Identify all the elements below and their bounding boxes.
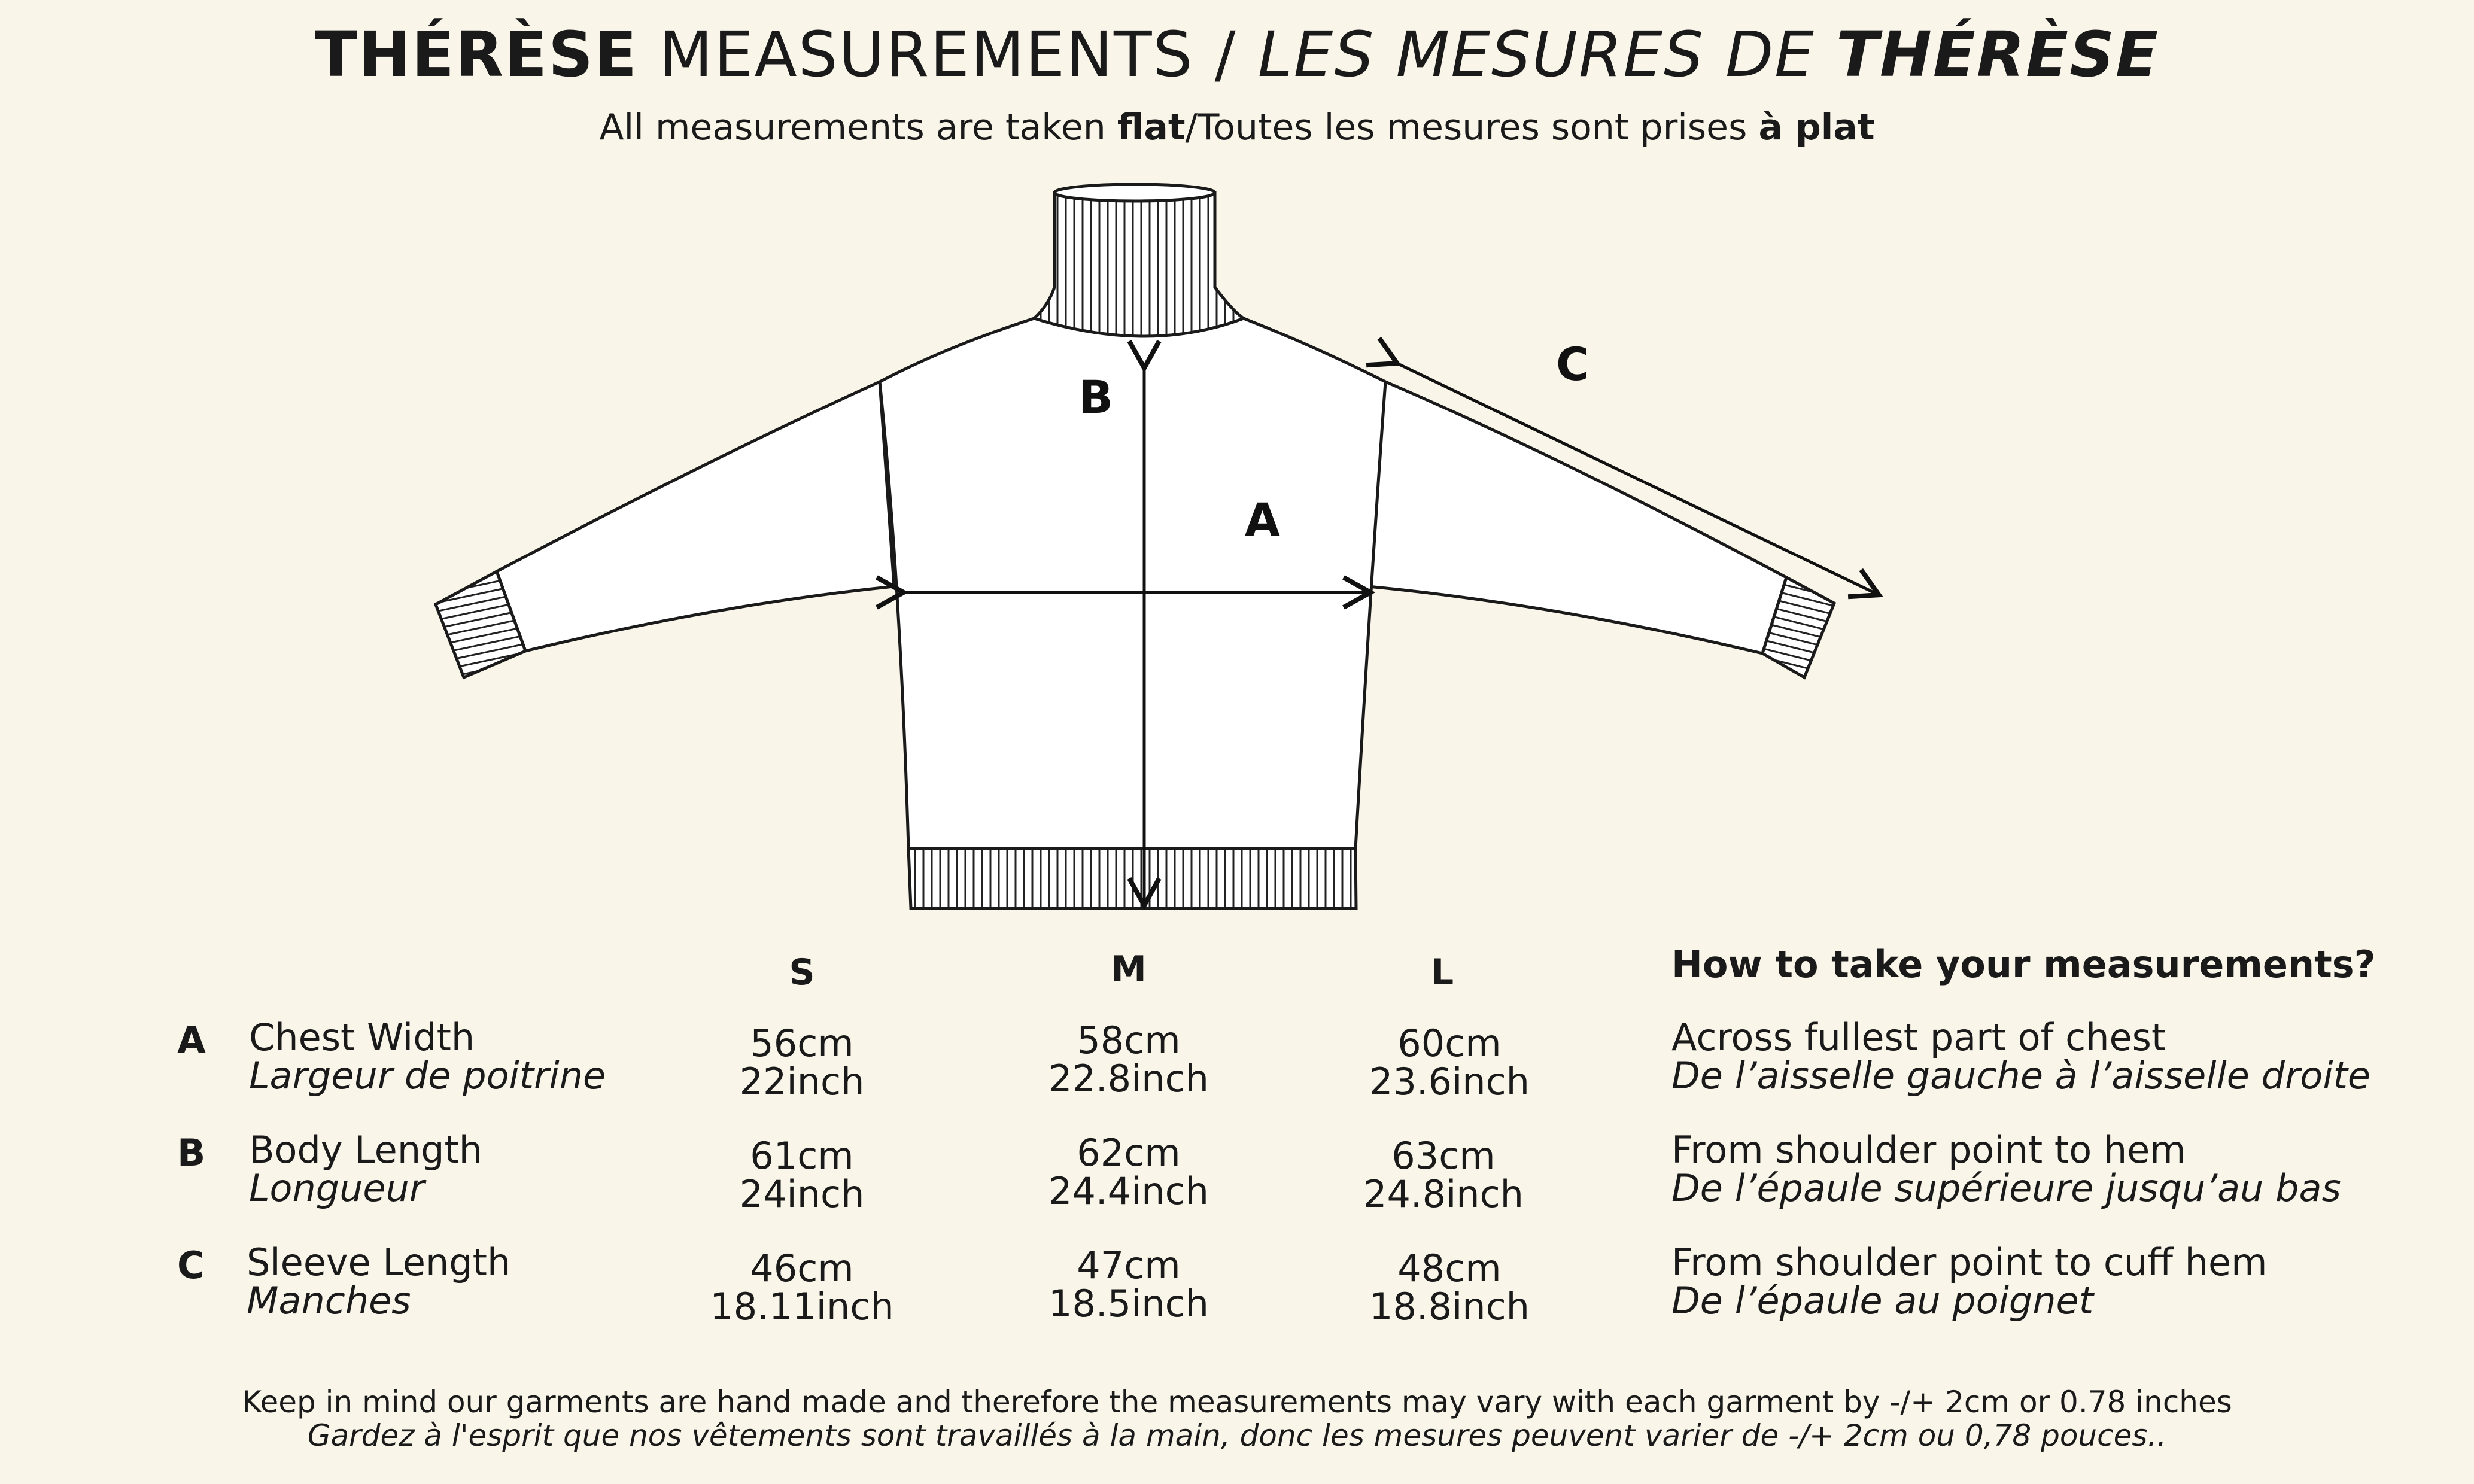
label-a: A	[1245, 493, 1280, 546]
title-name-french: THÉRÈSE	[1835, 18, 2160, 91]
value-cm: 61cm	[750, 1134, 854, 1178]
footer-note	[0, 1385, 2474, 1452]
name-fr: Longueur	[249, 1166, 425, 1210]
name-en: Sleeve Length	[247, 1240, 511, 1284]
value-inch: 24.4inch	[1048, 1169, 1209, 1213]
value-b-l	[1324, 1134, 1563, 1216]
value-inch: 23.6inch	[1369, 1060, 1530, 1103]
value-inch: 22inch	[739, 1060, 865, 1103]
name-fr: Manches	[247, 1279, 411, 1322]
value-cm: 58cm	[1077, 1018, 1181, 1062]
row-letter-c: C	[177, 1243, 205, 1287]
value-c-s	[682, 1246, 922, 1328]
hem-rib	[908, 849, 1356, 908]
measurement-name-body	[249, 1128, 483, 1210]
subtitle-flat: flat	[1117, 107, 1186, 148]
measurement-name-sleeve	[247, 1240, 511, 1322]
howto-fr: De l’aisselle gauche à l’aisselle droite	[1671, 1054, 2371, 1097]
title-french: LES MESURES DE	[1257, 18, 1815, 91]
subtitle-a-plat: à plat	[1758, 107, 1875, 148]
name-en: Body Length	[249, 1128, 483, 1172]
value-a-s	[682, 1021, 922, 1103]
title-measurements: MEASUREMENTS /	[659, 18, 1237, 91]
subtitle-en: All measurements are taken	[599, 107, 1106, 148]
size-header-s: S	[789, 951, 815, 993]
value-c-l	[1330, 1246, 1569, 1328]
value-a-l	[1330, 1021, 1569, 1103]
value-cm: 56cm	[750, 1021, 854, 1065]
value-c-m	[1009, 1243, 1248, 1325]
title-name: THÉRÈSE	[314, 18, 639, 91]
value-b-m	[1009, 1131, 1248, 1213]
howto-c	[1671, 1240, 2268, 1322]
measurement-name-chest	[249, 1015, 606, 1097]
subtitle-fr: /Toutes les mesures sont prises	[1185, 107, 1747, 148]
right-sleeve	[1368, 382, 1786, 653]
row-letter-a: A	[177, 1018, 206, 1062]
value-inch: 24inch	[739, 1172, 865, 1216]
value-inch: 18.5inch	[1048, 1282, 1209, 1325]
value-b-s	[682, 1134, 922, 1216]
left-sleeve	[497, 382, 894, 651]
value-cm: 46cm	[750, 1246, 854, 1290]
row-letter-b: B	[177, 1131, 206, 1175]
howto-a	[1671, 1015, 2371, 1097]
howto-title: How to take your measurements?	[1671, 942, 2376, 986]
value-inch: 18.11inch	[710, 1285, 894, 1328]
value-cm: 62cm	[1077, 1131, 1181, 1175]
name-fr: Largeur de poitrine	[249, 1054, 606, 1097]
label-b: B	[1078, 370, 1113, 424]
sweater-body	[880, 318, 1385, 849]
value-cm: 47cm	[1077, 1243, 1181, 1287]
value-inch: 24.8inch	[1363, 1172, 1524, 1216]
value-a-m	[1009, 1018, 1248, 1100]
howto-en: Across fullest part of chest	[1671, 1015, 2166, 1059]
name-en: Chest Width	[249, 1015, 475, 1059]
howto-fr: De l’épaule au poignet	[1671, 1279, 2094, 1322]
value-inch: 22.8inch	[1048, 1057, 1209, 1100]
howto-fr: De l’épaule supérieure jusqu’au bas	[1671, 1166, 2341, 1210]
value-cm: 63cm	[1391, 1134, 1496, 1178]
value-inch: 18.8inch	[1369, 1285, 1530, 1328]
label-c: C	[1556, 337, 1589, 391]
howto-en: From shoulder point to hem	[1671, 1128, 2186, 1172]
footer-note-fr: Gardez à l'esprit que nos vêtements sont travaillés à la main, donc les mesures peuvent varier de -/+ 2cm ou 0,78 pouces..	[307, 1418, 2167, 1453]
footer-note-en: Keep in mind our garments are hand made and therefore the measurements may vary with each garment by -/+ 2cm or 0.78 inches	[242, 1385, 2232, 1419]
value-cm: 48cm	[1397, 1246, 1502, 1290]
size-header-l: L	[1430, 951, 1454, 993]
turtleneck-collar	[1034, 188, 1244, 336]
howto-b	[1671, 1128, 2341, 1210]
howto-en: From shoulder point to cuff hem	[1671, 1240, 2268, 1284]
size-header-m: M	[1111, 948, 1147, 990]
value-cm: 60cm	[1397, 1021, 1502, 1065]
